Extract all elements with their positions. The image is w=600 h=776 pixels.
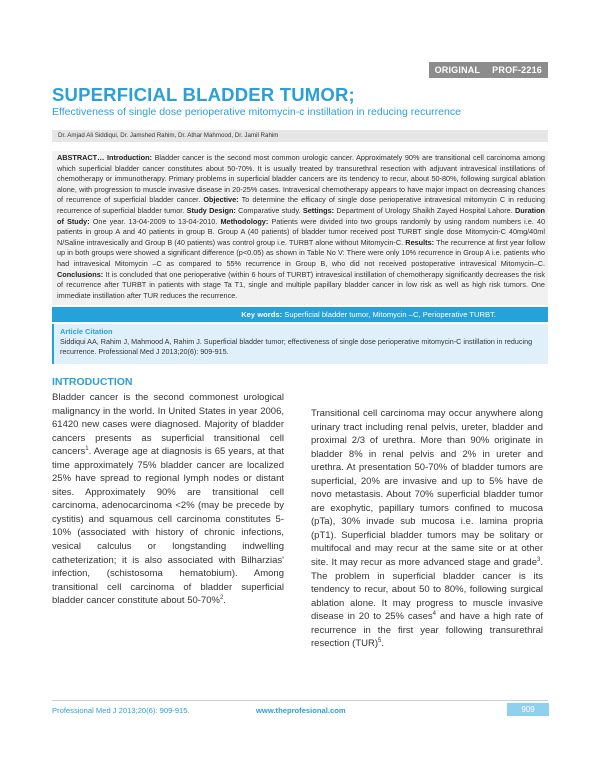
conclusions-text: It is concluded that one perioperative (within 6 hours of TURBT) intravesical instillation of chemotherapy significantly decreases the risk of recurrence after TURBT in patients with stage Ta T1, single and multiple papillary bladder cancer in low risk as well as high risk tumors. One immediate instillation after TUR reduces the recurrence. (57, 269, 545, 300)
keywords-label: Key words: (241, 310, 283, 319)
footer-url-link[interactable]: www.theprofesional.com (256, 706, 346, 715)
introduction-paragraph-2: Transitional cell carcinoma may occur anywhere along urinary tract including renal pelvis, ureter, bladder and proximal 2/3 of urethra. More than 90% originate in bladder 8% in renal pelvis and 2% in ureter and urethra. At presentation 50-70% of bladder tumors are superficial, 20% are invasive and up to 5% have de novo metastasis. About 70% superficial bladder tumor are exophytic, papillary tumors confined to mucosa (pTa), 30% invade sub mucosa i.e. lamina propria (pT1). Superficial bladder tumors may be solitary or multifocal and may recur at the same site or at other site. It may recur as more advanced stage and grade$^3$. The problem in superficial bladder cancer is its tendency to recur, about 50 to 80%, following surgical ablation alone. It may progress to muscle invasive disease in 20 to 25% cases$^4$ and have a high rate of recurrence in the first year following transurethral resection (TUR)$^5$. (311, 408, 544, 650)
abstract-label: ABSTRACT… (57, 153, 105, 162)
keywords-bar (52, 307, 548, 322)
article-title: SUPERFICIAL BLADDER TUMOR; (52, 84, 355, 105)
article-subtitle: Effectiveness of single dose perioperative mitomycin-c instillation in reducing recurrence (52, 106, 461, 118)
duration-text: One year. 13-04-2009 to 13-04-2010. (92, 216, 218, 226)
citation-box (52, 324, 548, 364)
page-number: 909 (507, 703, 549, 716)
article-type: ORIGINAL (434, 65, 481, 75)
results-text: The recurrence at first year follow up in both groups were showed a significant difference (p<0.05) as shown in Table No V: There were only 10% recurrence in Group A i.e. patients who had intravesical Mitomycin –C as compared to 55% recurrence in Group B, who did not received postoperative intravesical Mitomycin–C. (57, 237, 545, 268)
methodology-label: Methodology: (220, 216, 269, 226)
citation-heading: Article Citation (60, 327, 113, 336)
article-type-badge (429, 62, 548, 78)
design-text: Comparative study. (238, 205, 301, 215)
keywords-text: Superficial bladder tumor, Mitomycin –C, Perioperative TURBT. (284, 310, 496, 319)
intro-label: Introduction: (107, 153, 152, 162)
methodology-text: Patients were divided into two groups randomly by using random numbers i.e. 40 patients in group A and 40 patients in group B. Group A (40 patients) of bladder tumor received post TURBT single dose Mitomycin-C 40mg/40ml N/Saline intravesically and Group B (40 patients) was control group i.e. TURBT alone without Mitomycin-C. (57, 216, 546, 247)
objective-text: To determine the efficacy of single dose perioperative intravesical mitomycin C in reducing recurrence of superficial bladder tumor. (57, 195, 546, 215)
settings-label: Settings: (302, 205, 335, 215)
conclusions-label: Conclusions: (57, 269, 104, 279)
ref-3[interactable]: 3 (537, 556, 541, 563)
abstract (57, 153, 545, 301)
introduction-heading: INTRODUCTION (52, 376, 133, 388)
ref-5[interactable]: 5 (378, 638, 382, 645)
footer-divider (52, 700, 548, 701)
footer-journal: Professional Med J 2013;20(6): 909-915. (52, 706, 190, 715)
results-label: Results: (405, 237, 435, 247)
settings-text: Department of Urology Shaikh Zayed Hospital Lahore. (336, 205, 513, 215)
body-column-right (311, 407, 543, 651)
ref-2[interactable]: 2 (219, 595, 224, 602)
objective-label: Objective: (203, 195, 239, 205)
ref-4[interactable]: 4 (432, 611, 436, 618)
ref-1[interactable]: 1 (85, 446, 89, 453)
introduction-paragraph-1: Bladder cancer is the second commonest urological malignancy in the world. In United States in year 2006, 61420 new cases were diagnosed. Majority of bladder cancers presents as superficial transitional cell cancers$^1$. Average age at diagnosis is 65 years, at that time approximately 75% bladder cancer are localized 25% have spread to regional lymph nodes or distant sites. Approximately 90% are transitional cell carcinoma, adenocarcinoma <2% (may be precede by cystitis) and squamous cell carcinoma constitutes 5-10% (associated with history of chronic infections, vesical calculus or longstanding indwelling catheterization; it is also associated with Bilharzias' infection, (schistosoma hematobium). Among transitional cell carcinoma of bladder superficial bladder cancer constitute about 50-70%$^2$. (52, 392, 284, 607)
citation-text: Siddiqui AA, Rahim J, Mahmood A, Rahim J. Superficial bladder tumor; effectiveness of single dose perioperative mitomycin-C instillation in reducing recurrence. Professional Med J 2013;20(6): 909-915. (60, 337, 533, 356)
author-list: Dr. Amjad Ali Siddiqui, Dr. Jamshed Rahim, Dr. Athar Mahmood, Dr. Jamil Rahim (52, 130, 548, 142)
article-code: PROF-2216 (492, 65, 542, 75)
body-column-left (52, 376, 284, 608)
duration-label: Duration of Study: (57, 205, 545, 226)
design-label: Study Design: (186, 205, 236, 215)
intro-text: Bladder cancer is the second most common urologic cancer. Approximately 90% are transitional cell carcinoma among which superficial bladder cancer constitutes about 50-70%. It is usually treated by transurethral resection with adjuvant intravesical instillations of chemotherapy or immunotherapy. Primary problems in superficial bladder cancers are its tendency to recur, about 50-80%, following surgical ablation alone, with progression to muscle invasive disease in 20-25% cases. Intravesical chemotherapy appears to have major impact on decreasing chances of recurrence of superficial bladder cancer. (57, 153, 545, 205)
